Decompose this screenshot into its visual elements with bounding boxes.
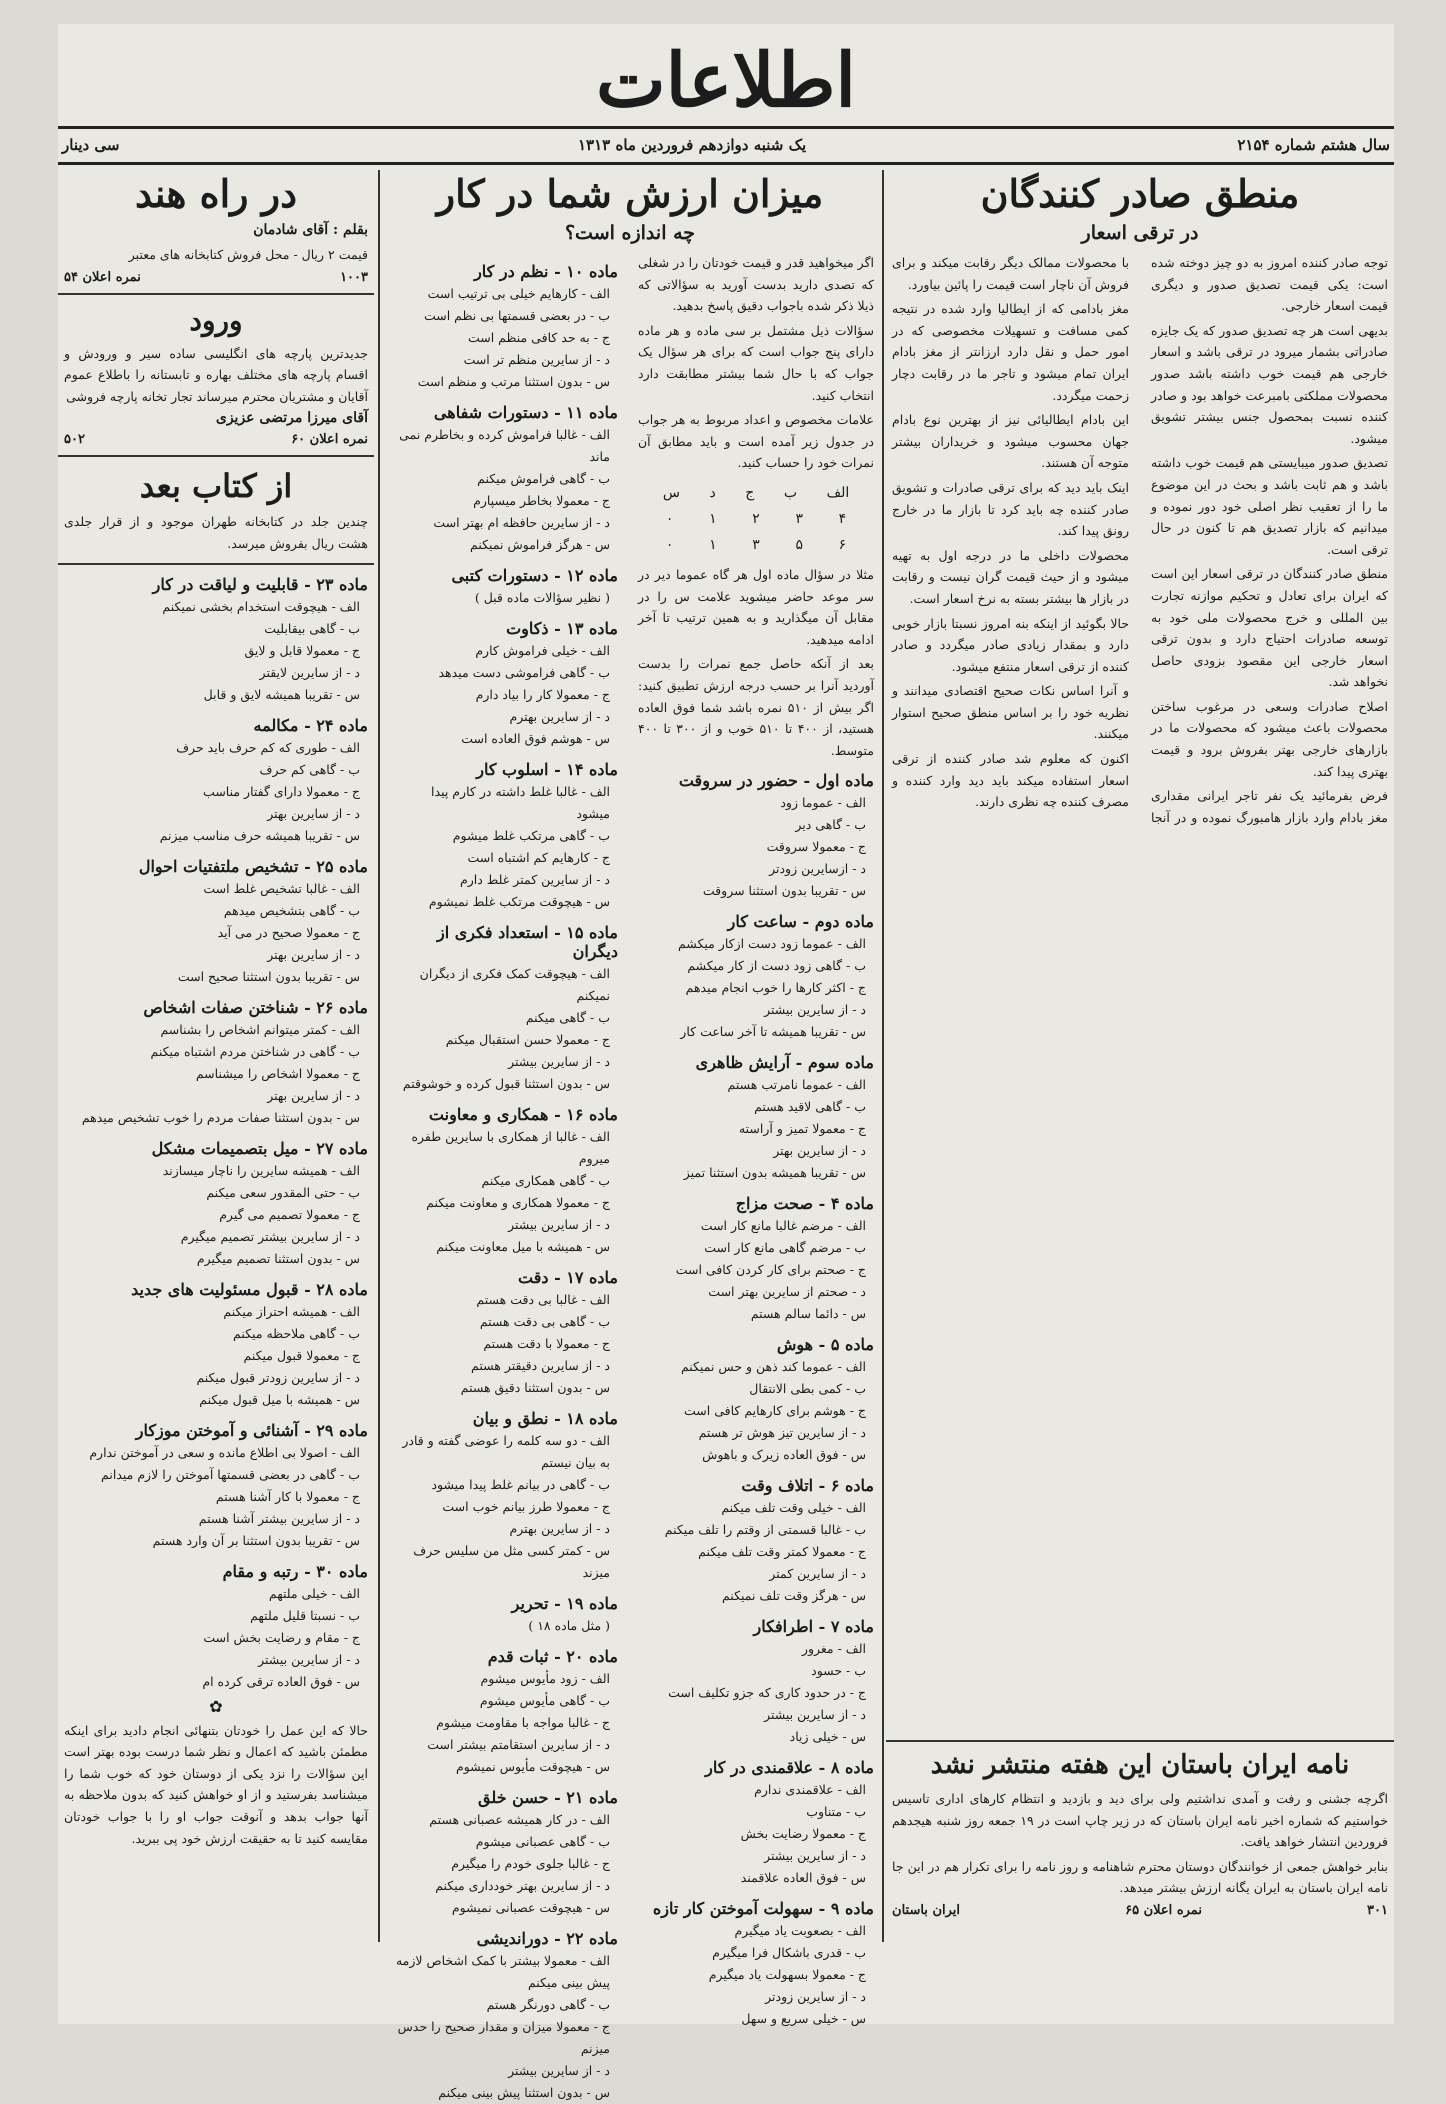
answer-option: د - از سایرین بیشتر تصمیم میگیرم	[180, 1228, 360, 1244]
answer-option: س - هوشم فوق العاده است	[461, 731, 610, 746]
headline: میزان ارزش شما در کار	[436, 171, 824, 216]
ad-footer	[64, 270, 368, 285]
answer-option: س - هرگز فراموش نمیکنم	[470, 537, 610, 552]
answer-option: ( مثل ماده ۱۸ )	[528, 1618, 610, 1633]
ad-number: نمره اعلان ۶۰	[291, 432, 368, 448]
table-cell: ۶	[838, 536, 847, 553]
answer-option: س - بدون استثنا مرتب و منظم است	[417, 374, 610, 389]
question-title: ماده ۱۴ - اسلوب کار	[476, 760, 618, 779]
answer-option: الف - غالبا غلط داشته در کارم پیدا میشود	[431, 784, 610, 821]
answer-option: س - تقریبا بدون استثنا صحیح است	[177, 968, 360, 984]
question-list-continued	[380, 252, 624, 2104]
article-body	[380, 252, 880, 2104]
answer-option: ج - معمولا تصمیم می گیرم	[219, 1206, 360, 1222]
answer-option: ب - گاهی فراموش میکنم	[477, 471, 610, 486]
answer-option: س - همیشه با میل قبول میکنم	[199, 1391, 360, 1407]
paragraph: اینک باید دید که برای ترقی صادرات و تشویق صادر کننده چه باید کرد تا بازار ما در خارج رونق پیدا کند.	[892, 479, 1129, 539]
paragraph: منطق صادر کنندگان در ترقی اسعار این است که ایران برای تعادل و تحکیم موازنه تجارت بین المللی و خرج محصولات ملی خود به توسعه صادرات احتیاج دارد و بدون ترقی اسعار خارجی این مقصود بزودی حاصل نخواهد شد.	[1151, 566, 1388, 690]
answer-option: س - هیچوقت عصبانی نمیشوم	[451, 1900, 610, 1915]
question-title: ماده ۲۲ - دوراندیشی	[476, 1929, 618, 1948]
answer-option: ب - گاهی دورنگر هستم	[486, 1997, 610, 2012]
score-table-row	[648, 506, 864, 532]
answer-option: د - از سایرین حافظه ام بهتر است	[433, 515, 610, 530]
answer-option: ج - معمولا میزان و مقدار صحیح را حدس میزنم	[397, 2019, 610, 2056]
notice-ad-number: نمره اعلان ۶۵	[1125, 1902, 1202, 1918]
answer-option: ج - معمولا کمتر وقت تلف میکنم	[698, 1544, 866, 1560]
answer-option: ب - گاهی در بعضی قسمتها آموختن را لازم میدانم	[101, 1466, 360, 1482]
left-column	[58, 170, 374, 1942]
question-title: ماده ۲۰ - ثبات قدم	[487, 1647, 618, 1666]
answer-option: ج - معمولا رضایت بخش	[740, 1826, 866, 1842]
price-line: قیمت ۲ ریال - محل فروش کتابخانه های معتبر	[128, 247, 368, 262]
answer-option: الف - طوری که کم حرف باید حرف	[176, 739, 360, 755]
question-title: ماده ۲۷ - میل بتصمیمات مشکل	[151, 1138, 368, 1158]
answer-option: ج - معمولا دارای گفتار مناسب	[203, 783, 360, 799]
closing-paragraph: حالا که این عمل را خودتان بتنهائی انجام دادید برای اینکه مطمئن باشید که اعمال و نظر شما درست بوده بهتر است این سؤالات را نزد یکی از دوستان خود که خوب شما را میشناسد بفرستید و از او خواهش کنید که بدون ملاحظه به آنها جواب بدهد و آنوقت جواب او را با جواب خودتان مقایسه کنید تا به حقیقت ارزش خود پی ببرید.	[64, 1722, 368, 1846]
answer-option: ج - معمولا با کار آشنا هستم	[215, 1488, 360, 1504]
question-title: ماده ۲۱ - حسن خلق	[478, 1788, 618, 1807]
headline-arrival: ورود	[189, 303, 243, 337]
subheadline: چه اندازه است؟	[564, 222, 696, 244]
headline-book: از کتاب بعد	[139, 467, 293, 506]
paragraph: تصدیق صدور میبایستی هم قیمت خوب داشته باشد و هم ثابت باشد و بحث در این موضوع ما را از تعقیب نظر اصلی خود دور نموده و میدانیم که بازار تصدیق هم تا کنون در حال ترقی است.	[1151, 455, 1388, 557]
answer-option: ج - معمولا حسن استقبال میکنم	[445, 1032, 610, 1047]
answer-option: د - از سایرین کمتر غلط دارم	[460, 872, 610, 887]
answer-option: ب - گاهی در بیانم غلط پیدا میشود	[431, 1477, 610, 1492]
paragraph: و آنرا اساس نکات صحیح اقتصادی میدانند و نظریه خود را بر اساس منطق صحیح استوار میکنند.	[892, 683, 1129, 742]
answer-option: د - از سایرین زودتر قبول میکنم	[196, 1369, 360, 1385]
question-title: ماده سوم - آرایش ظاهری	[695, 1053, 874, 1073]
answer-option: الف - اصولا بی اطلاع مانده و سعی در آموختن ندارم	[89, 1444, 360, 1460]
answer-option: ج - هوشم برای کارهایم کافی است	[684, 1403, 866, 1419]
table-cell: د	[709, 484, 716, 501]
byline: بقلم : آقای شادمان	[253, 222, 368, 238]
article-body	[886, 252, 1394, 1732]
answer-option: ج - معمولا بخاطر میسپارم	[473, 493, 610, 508]
table-cell: ۴	[838, 510, 847, 527]
answer-option: د - از سایرین استقامتم بیشتر است	[427, 1737, 610, 1752]
ad-number: نمره اعلان ۵۴	[64, 269, 141, 285]
answer-option: د - از سایرین بهتر	[773, 1143, 866, 1159]
paragraph: اگر میخواهید قدر و قیمت خودتان را در شغلی که تصدی دارید بدست آورید به سؤالاتی که ذیلا ذکر شده باجواب دقیق پاسخ بدهید.	[638, 255, 874, 314]
answer-option: ب - گاهی بتشخیص میدهم	[223, 902, 360, 918]
answer-option: د - از سایرین دقیقتر هستم	[471, 1358, 610, 1373]
answer-option: ب - نسبتا قلیل ملتهم	[250, 1607, 360, 1623]
book-intro: چندین جلد در کتابخانه طهران موجود و از قرار جلدی هشت ریال بفروش میرسد.	[64, 514, 368, 551]
score-table-row	[648, 532, 864, 558]
answer-option: س - فوق العاده ترقی کرده ام	[202, 1673, 360, 1689]
question-title: ماده ۱۶ - همکاری و معاونت	[428, 1105, 618, 1124]
answer-option: س - دائما سالم هستم	[750, 1306, 866, 1322]
headline: منطق صادر کنندگان	[980, 171, 1300, 216]
question-title: ماده اول - حضور در سروقت	[678, 771, 874, 791]
table-cell: س	[662, 484, 680, 501]
question-title: ماده ۸ - علاقمندی در کار	[705, 1758, 874, 1778]
question-list	[632, 771, 880, 2030]
question-title: ماده ۱۸ - نطق و بیان	[472, 1409, 618, 1428]
notice-text: اگرچه جشنی و رفت و آمدی نداشتیم ولی برای دید و بازدید و انتظام کارهای اداری تاسیس خواستیم که شماره اخیر نامه ایران باستان که در زیر چاپ است در ۱۹ جمعه روز شنبه هیجدهم فروردین انتشار خواهد یافت.	[892, 1791, 1388, 1850]
answer-option: ب - گاهی در شناختن مردم اشتباه میکنم	[150, 1043, 360, 1059]
answer-option: د - ازسایرین زودتر	[769, 861, 866, 877]
question-title: ماده ۱۵ - استعداد فکری از دیگران	[436, 923, 618, 961]
answer-option: د - از سایرین بیشتر آشنا هستم	[198, 1510, 360, 1526]
section-divider	[886, 1740, 1394, 1742]
question-title: ماده ۲۹ - آشنائی و آموختن موزکار	[135, 1420, 368, 1440]
notice-ref: ۳۰۱	[1367, 1902, 1388, 1918]
answer-option: الف - کمتر میتوانم اشخاص را بشناسم	[160, 1021, 360, 1037]
answer-option: ج - معمولا همکاری و معاونت میکنم	[426, 1195, 610, 1210]
answer-option: د - از سایرین بهتر	[267, 1087, 360, 1103]
answer-option: س - فوق العاده زیرک و باهوش	[702, 1447, 866, 1463]
answer-option: ج - به حد کافی منظم است	[467, 330, 610, 345]
answer-option: الف - غالبا از همکاری با سایرین طفره میروم	[411, 1129, 610, 1166]
answer-option: د - از سایرین لایقتر	[259, 664, 360, 680]
answer-option: د - از سایرین بیشتر	[508, 1217, 610, 1232]
answer-option: ج - کارهایم کم اشتباه است	[467, 850, 610, 865]
answer-option: د - از سایرین بیشتر	[764, 1848, 866, 1864]
answer-option: س - تقریبا همیشه تا آخر ساعت کار	[680, 1024, 866, 1040]
answer-option: ج - صحتم برای کار کردن کافی است	[675, 1262, 866, 1278]
answer-option: الف - عموما نامرتب هستم	[727, 1077, 866, 1093]
answer-option: الف - دو سه کلمه را عوضی گفته و قادر به بیان نیستم	[402, 1433, 610, 1470]
arrival-signature: آقای میرزا مرتضی عزیزی	[215, 410, 368, 427]
answer-option: س - تقریبا همیشه حرف مناسب میزنم	[159, 827, 360, 843]
answer-option: ب - گاهی مرتکب غلط میشوم	[452, 828, 610, 843]
answer-option: س - بدون استثنا قبول کرده و خوشوقتم	[402, 1076, 610, 1091]
answer-option: د - از سایرین بیشتر	[258, 1651, 360, 1667]
answer-option: ج - مقام و رضایت بخش است	[203, 1629, 360, 1645]
table-cell: ۳	[795, 510, 803, 527]
ad-ref: ۵۰۲	[64, 432, 85, 448]
answer-option: الف - عموما زود	[780, 795, 866, 811]
question-title: ماده ۶ - اتلاف وقت	[741, 1476, 874, 1496]
answer-option: الف - همیشه سایرین را ناچار میسازند	[162, 1162, 360, 1178]
paragraph: مثلا در سؤال ماده اول هر گاه عموما دیر در سر موعد حاضر میشوید علامت س را در مقابل آن میگذارید و به همین ترتیب تا آخر ادامه میدهید.	[638, 566, 874, 647]
score-table-row	[648, 480, 864, 506]
question-title: ماده ۱۲ - دستورات کتبی	[451, 566, 618, 585]
answer-option: ب - گاهی کم حرف	[259, 761, 360, 777]
answer-option: الف - مغرور	[801, 1641, 866, 1657]
answer-option: س - بدون استثنا صفات مردم را خوب تشخیص میدهم	[81, 1109, 360, 1125]
answer-option: الف - علاقمندی ندارم	[754, 1782, 866, 1798]
answer-option: ج - معمولا کار را بیاد دارم	[475, 687, 610, 702]
table-cell: ۱	[709, 510, 717, 527]
dateline	[58, 132, 1394, 158]
article-job-value	[380, 170, 880, 2100]
answer-option: الف - غالبا تشخیص غلط است	[203, 880, 360, 896]
paragraph: سؤالات ذیل مشتمل بر سی ماده و هر ماده دارای پنج جواب است که برای هر سؤال یک جواب که با حال شما بیشتر مطابقت دارد انتخاب کنید.	[638, 322, 874, 403]
answer-option: د - از سایرین تیز هوش تر هستم	[698, 1425, 866, 1441]
table-cell: الف	[826, 484, 850, 501]
notice-text: بنابر خواهش جمعی از خوانندگان دوستان محترم شاهنامه و روز نامه را برای تکرار هم در این جا نامه ایران باستان به ایران یگانه ارزش بیشتر میدهد.	[892, 1858, 1388, 1896]
masthead-rule	[58, 126, 1394, 129]
paragraph: فرض بفرمائید یک نفر تاجر ایرانی مقداری مغز بادام وارد بازار هامبورگ نموده و در آنجا با محصولات ممالک دیگر رقابت میکند و برای فروش آن ناچار است قیمت را پائین بیاورد.	[892, 255, 1388, 825]
answer-option: ب - گاهی همکاری میکنم	[481, 1173, 610, 1188]
answer-option: الف - زود مأیوس میشوم	[480, 1671, 610, 1686]
answer-option: ج - معمولا اشخاص را میشناسم	[195, 1065, 360, 1081]
answer-option: الف - بصعوبت یاد میگیرم	[734, 1923, 866, 1939]
question-title: ماده دوم - ساعت کار	[727, 912, 874, 932]
answer-option: ج - غالبا جلوی خودم را میگیرم	[451, 1856, 610, 1871]
answer-option: د - از سایرین بهتر	[267, 805, 360, 821]
answer-option: ج - معمولا صحیح در می آید	[217, 924, 360, 940]
answer-option: س - هیچوقت مأیوس نمیشوم	[455, 1759, 610, 1774]
issue-price: سی دینار	[62, 136, 120, 154]
table-cell: ۳	[752, 536, 760, 553]
answer-option: الف - خیلی ملتهم	[268, 1585, 360, 1601]
answer-option: الف - معمولا بیشتر با کمک اشخاص لازمه پیش بینی میکنم	[395, 1953, 610, 1990]
question-list-final	[58, 575, 374, 1693]
answer-option: ( نظیر سؤالات ماده قبل )	[474, 590, 610, 605]
answer-option: ب - غالبا قسمتی از وقتم را تلف میکنم	[664, 1522, 866, 1538]
answer-option: د - از سایرین بهترم	[509, 1521, 610, 1536]
paragraph: حالا بگوئید از اینکه بنه امروز نسبتا بازار خوبی دارد و بمقدار زیادی صادر میگردد و صادر کننده از ترقی اسعار منتفع میشود.	[892, 615, 1129, 674]
answer-option: الف - در کار همیشه عصبانی هستم	[429, 1812, 610, 1827]
notice-footer	[892, 1903, 1388, 1918]
ad-footer	[64, 432, 368, 447]
answer-option: ج - معمولا قابل و لایق	[244, 642, 360, 658]
answer-option: س - خیلی سریع و سهل	[741, 2011, 866, 2027]
answer-option: س - فوق العاده علاقمند	[740, 1870, 866, 1886]
answer-option: س - کمتر کسی مثل من سلیس حرف میزند	[413, 1543, 610, 1580]
answer-option: س - بدون استثنا پیش بینی میکنم	[438, 2085, 610, 2100]
answer-option: د - از سایرین بیشتر	[764, 1707, 866, 1723]
answer-option: ب - گاهی دیر	[795, 817, 866, 833]
masthead-title: اطلاعات	[596, 38, 856, 124]
answer-option: ب - گاهی میکنم	[525, 1010, 610, 1025]
table-cell: ۲	[752, 510, 760, 527]
answer-option: الف - عموما زود دست ازکار میکشم	[677, 936, 866, 952]
paragraph: توجه صادر کننده امروز به دو چیز دوخته شده است: یکی قیمت تصدیق صدور و دیگری قیمت اسعار خارجی.	[1151, 255, 1388, 314]
table-cell: ۰	[665, 510, 674, 527]
question-title: ماده ۴ - صحت مزاج	[735, 1194, 874, 1214]
issue-date: یک شنبه دوازدهم فروردین ماه ۱۳۱۳	[578, 136, 807, 154]
question-title: ماده ۱۷ - دقت	[518, 1268, 618, 1287]
table-cell: ب	[783, 484, 798, 501]
answer-option: ب - کمی بطی الانتقال	[749, 1381, 866, 1397]
answer-option: د - از سایرین بهتر خودداری میکنم	[435, 1878, 610, 1893]
question-title: ماده ۲۸ - قبول مسئولیت های جدید	[131, 1279, 368, 1299]
answer-option: ب - گاهی مأیوس میشوم	[479, 1693, 610, 1708]
question-title: ماده ۵ - هوش	[776, 1335, 874, 1355]
answer-option: الف - مرضم غالبا مانع کار است	[700, 1218, 866, 1234]
ornament: ✿	[209, 1696, 223, 1716]
answer-option: ب - گاهی بیقابلیت	[264, 620, 360, 636]
answer-option: ج - معمولا قبول میکنم	[243, 1347, 360, 1363]
answer-option: ب - قدری باشکال فرا میگیرم	[712, 1945, 866, 1961]
ad-ref: ۱۰۰۳	[340, 269, 368, 285]
answer-option: الف - هیچوقت کمک فکری از دیگران نمیکنم	[419, 966, 610, 1003]
paragraph: بعد از آنکه حاصل جمع نمرات را بدست آوردید آنرا بر حسب درجه ارزش تطبیق کنید: اگر بیش از ۵۱۰ نمره باشد شما فوق العاده هستید، از ۴۰۰ تا ۵۱۰ خوب و از ۳۰۰ تا ۴۰۰ متوسط.	[638, 656, 875, 758]
section-divider	[58, 293, 374, 295]
answer-option: الف - غالبا فراموش کرده و بخاطرم نمی ماند	[399, 427, 610, 464]
question-title: ماده ۲۴ - مکالمه	[253, 715, 368, 735]
answer-option: د - از سایرین زودتر	[765, 1989, 866, 2005]
answer-option: الف - همیشه احتراز میکنم	[223, 1303, 360, 1319]
article-subcolumn	[632, 252, 880, 2104]
answer-option: د - از سایرین بیشتر	[764, 1002, 866, 1018]
answer-option: س - بدون استثنا دقیق هستم	[460, 1380, 610, 1395]
answer-option: الف - هیچوقت استخدام بخشی نمیکنم	[162, 598, 360, 614]
answer-option: س - هرگز وقت تلف نمیکنم	[721, 1588, 866, 1604]
answer-option: ب - گاهی لاقید هستم	[754, 1099, 866, 1115]
dateline-rule	[58, 162, 1394, 165]
answer-option: د - از سایرین بهتر	[267, 946, 360, 962]
answer-option: ب - حتی المقدور سعی میکنم	[206, 1184, 360, 1200]
table-cell: ۰	[665, 536, 674, 553]
answer-option: د - صحتم از سایرین بهتر است	[708, 1284, 866, 1300]
answer-option: ج - معمولا بسهولت یاد میگیرم	[708, 1967, 866, 1983]
paragraph: این بادام ایطالیائی نیز از بهترین نوع بادام جهان محسوب میشود و خریداران بیشتر متوجه آن هستند.	[892, 412, 1129, 471]
newspaper-page	[58, 24, 1394, 2100]
answer-option: ب - گاهی ملاحظه میکنم	[233, 1325, 360, 1341]
answer-option: ب - گاهی بی دقت هستم	[479, 1314, 610, 1329]
answer-option: ج - غالبا مواجه با مقاومت میشوم	[436, 1715, 610, 1730]
paragraph: اصلاح صادرات وسعی در مرغوب ساختن محصولات باعث میشود که محصولات ما در بازارهای خارجی بهتر بفروش برود و قیمت بهتری پیدا کند.	[1151, 698, 1388, 779]
answer-option: ب - متناوب	[806, 1804, 866, 1820]
answer-option: ج - در حدود کاری که جزو تکلیف است	[668, 1685, 866, 1701]
answer-option: ج - معمولا سروقت	[766, 839, 866, 855]
answer-option: س - تقریبا بدون استثنا بر آن وارد هستم	[152, 1532, 360, 1548]
answer-option: الف - کارهایم خیلی بی ترتیب است	[427, 286, 610, 301]
answer-option: ج - معمولا طرز بیانم خوب است	[442, 1499, 610, 1514]
paragraph: بدیهی است هر چه تصدیق صدور که یک جایزه صادراتی بشمار میرود در ترقی باشد و اسعار خارجی هم قیمت خوب داشته باشد صدور محصولات مملکتی بامبرعت خواهد بود و صادر کننده نسبت بمحصول جنس بیشتر تشویق میشود.	[1151, 322, 1388, 446]
question-title: ماده ۳۰ - رتبه و مقام	[222, 1561, 368, 1581]
table-cell: ج	[745, 484, 755, 501]
answer-option: ج - اکثر کارها را خوب انجام میدهم	[685, 980, 866, 996]
answer-option: س - تقریبا بدون استثنا سروقت	[702, 883, 866, 899]
paragraph: محصولات داخلی ما در درجه اول به تهیه میشود و از حیث قیمت گران نیست و رقابت در بازار ها بیشتر بسته به نرخ اسعار است.	[892, 547, 1129, 606]
question-title: ماده ۱۹ - تحریر	[511, 1594, 618, 1613]
table-cell: ۵	[795, 536, 803, 553]
paragraph: مغز بادامی که از ایطالیا وارد شده در نتیجه کمی مسافت و تسهیلات مخصوصی که در امور حمل و نقل دارد ارزانتر از مغز بادام ایران تمام میشود و تاجر ما در رقابت دچار زحمت میگردد.	[892, 301, 1129, 403]
question-title: ماده ۹ - سهولت آموختن کار تازه	[652, 1899, 874, 1919]
answer-option: الف - خیلی وقت تلف میکنم	[721, 1500, 866, 1516]
question-title: ماده ۱۳ - ذکاوت	[506, 619, 618, 638]
issue-number: سال هشتم شماره ۲۱۵۴	[1237, 136, 1390, 154]
question-title: ماده ۲۵ - تشخیص ملتفتیات احوال	[138, 856, 368, 876]
answer-option: د - از سایرین کمتر	[769, 1566, 866, 1582]
answer-option: س - هیچوقت مرتکب غلط نمیشوم	[428, 894, 610, 909]
subheadline: در ترقی اسعار	[1081, 222, 1199, 244]
section-divider	[58, 563, 374, 565]
answer-option: ب - گاهی فراموشی دست میدهد	[438, 665, 610, 680]
notice-title: نامه ایران باستان این هفته منتشر نشد	[930, 1750, 1350, 1780]
question-title: ماده ۲۶ - شناختن صفات اشخاص	[143, 997, 368, 1017]
answer-option: د - از سایرین منظم تر است	[463, 352, 610, 367]
answer-option: د - از سایرین بیشتر	[508, 2063, 610, 2078]
arrival-text: جدیدترین پارچه های انگلیسی ساده سیر و ورودش و اقسام پارچه های مختلف بهاره و تابستانه را باطلاع عموم آقایان و مشتریان محترم میرساند تجار تخانه پارچه فروشی	[64, 345, 368, 404]
article-exporters-logic	[886, 170, 1394, 1942]
answer-option: ج - معمولا تمیز و آراسته	[738, 1121, 866, 1137]
answer-option: د - از سایرین بهترم	[509, 709, 610, 724]
paragraph: اکنون که معلوم شد صادر کننده از ترقی اسعار استفاده میکند باید دید وارد کننده و مصرف کننده چه نظری دارند.	[892, 751, 1129, 810]
notice-signature: ایران باستان	[892, 1902, 961, 1918]
answer-option: س - همیشه با میل معاونت میکنم	[436, 1239, 610, 1254]
answer-option: س - خیلی زیاد	[789, 1729, 866, 1745]
answer-option: س - بدون استثنا تصمیم میگیرم	[196, 1250, 360, 1266]
answer-option: ب - در بعضی قسمتها بی نظم است	[423, 308, 610, 323]
answer-option: ب - گاهی عصبانی میشوم	[475, 1834, 610, 1849]
answer-option: ب - مرضم گاهی مانع کار است	[704, 1240, 866, 1256]
answer-option: س - تقریبا همیشه بدون استثنا تمیز	[683, 1165, 866, 1181]
answer-option: د - از سایرین بیشتر	[508, 1054, 610, 1069]
answer-option: س - تقریبا همیشه لایق و قابل	[203, 686, 360, 702]
question-title: ماده ۲۳ - قابلیت و لیاقت در کار	[152, 574, 368, 594]
column-rule	[882, 170, 884, 1942]
table-cell: ۱	[709, 536, 717, 553]
answer-option: الف - غالبا بی دقت هستم	[476, 1292, 610, 1307]
answer-option: ب - حسود	[811, 1663, 866, 1679]
question-title: ماده ۱۱ - دستورات شفاهی	[433, 403, 618, 422]
headline-india: در راه هند	[134, 171, 297, 216]
question-title: ماده ۷ - اطرافکار	[753, 1617, 874, 1637]
answer-option: ب - گاهی زود دست از کار میکشم	[687, 958, 866, 974]
answer-option: ج - معمولا با دقت هستم	[483, 1336, 610, 1351]
answer-option: الف - عموما کند ذهن و حس نمیکنم	[680, 1359, 866, 1375]
question-title: ماده ۱۰ - نظم در کار	[474, 262, 618, 281]
score-table	[648, 480, 864, 558]
paragraph: علامات مخصوص و اعداد مربوط به هر جواب در جدول زیر آمده است و باید مطابق آن نمرات خود را حساب کنید.	[638, 412, 874, 471]
section-divider	[58, 455, 374, 457]
answer-option: الف - خیلی فراموش کارم	[475, 643, 610, 658]
